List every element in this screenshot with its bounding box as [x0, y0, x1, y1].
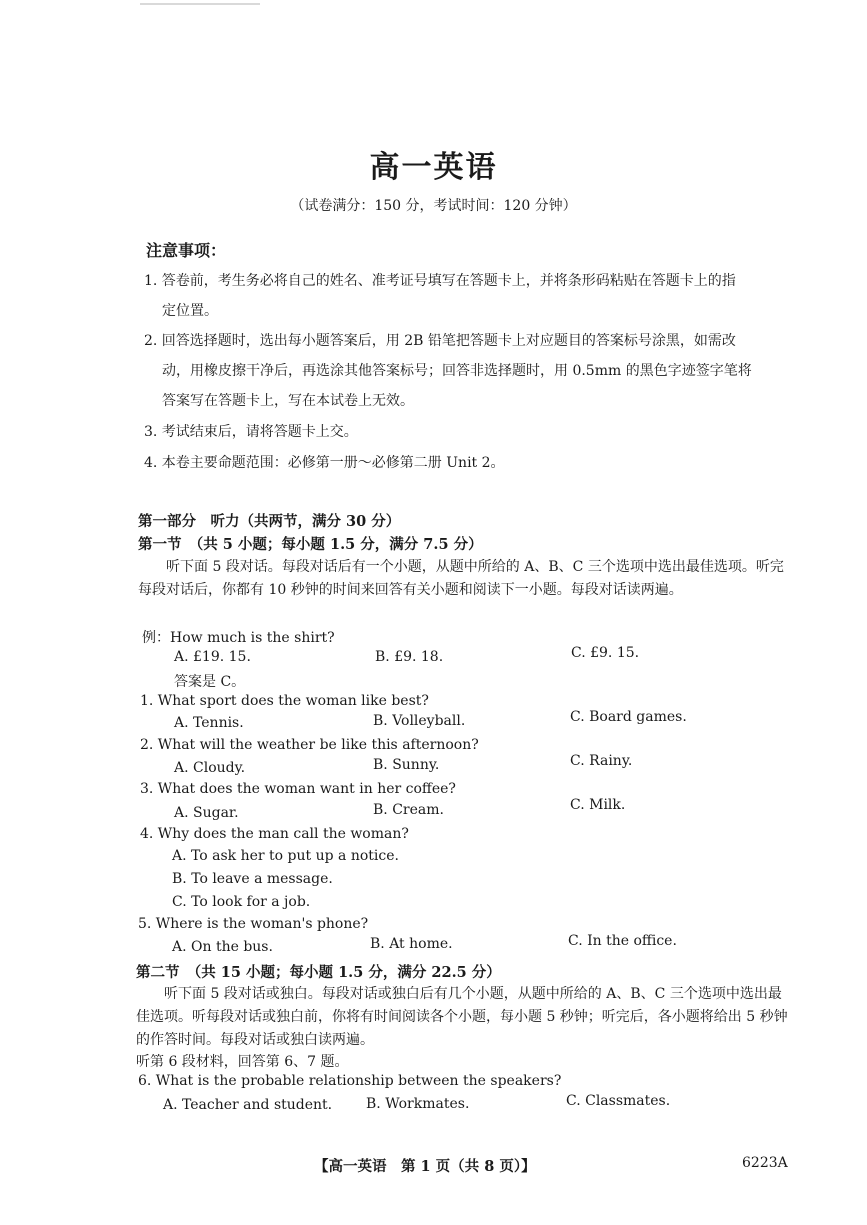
question-3-option-b: B. Cream.: [373, 802, 444, 818]
question-1-option-a: A. Tennis.: [174, 715, 244, 731]
question-1-option-c: C. Board games.: [570, 709, 687, 725]
question-6: 6. What is the probable relationship between the speakers?: [138, 1073, 562, 1089]
question-1-option-b: B. Volleyball.: [373, 713, 466, 729]
question-6-option-c: C. Classmates.: [566, 1093, 671, 1109]
question-2-option-c: C. Rainy.: [570, 753, 633, 769]
question-2: 2. What will the weather be like this afternoon?: [140, 737, 479, 753]
page-title: 高一英语: [369, 150, 498, 185]
notice-item-2-line3: 答案写在答题卡上，写在本试卷上无效。: [162, 393, 414, 409]
section1-instructions: 听下面 5 段对话。每段对话后有一个小题，从题中所给的 A、B、C 三个选项中选出最佳选项。听完每段对话后，你都有 10 秒钟的时间来回答有关小题和阅读下一小题。每段对话读两遍。: [138, 559, 784, 598]
question-3-option-c: C. Milk.: [570, 797, 626, 813]
question-3-option-a: A. Sugar.: [174, 805, 239, 821]
section1-heading: 第一节 （共 5 小题；每小题 1.5 分，满分 7.5 分）: [138, 536, 483, 553]
scan-edge-mark: [140, 3, 260, 5]
question-2-option-b: B. Sunny.: [373, 757, 440, 773]
question-5-option-b: B. At home.: [370, 936, 453, 952]
question-4-option-a: A. To ask her to put up a notice.: [172, 848, 399, 864]
question-4-option-c: C. To look for a job.: [172, 894, 311, 910]
example-answer: 答案是 C。: [174, 674, 246, 690]
question-4: 4. Why does the man call the woman?: [140, 826, 409, 842]
paper-code: 6223A: [742, 1155, 788, 1171]
example-option-a: A. £19. 15.: [174, 649, 251, 665]
exam-subtitle: （试卷满分：150 分，考试时间：120 分钟）: [290, 198, 577, 214]
question-5-option-a: A. On the bus.: [172, 939, 273, 955]
section2-heading: 第二节 （共 15 小题；每小题 1.5 分，满分 22.5 分）: [136, 964, 501, 981]
page-footer: 【高一英语 第 1 页（共 8 页）】: [314, 1158, 536, 1175]
notice-item-2-line1: 2. 回答选择题时，选出每小题答案后，用 2B 铅笔把答题卡上对应题目的答案标号涂黑，如需改: [144, 333, 736, 349]
example-question: 例：How much is the shirt?: [142, 630, 335, 646]
notice-item-3: 3. 考试结束后，请将答题卡上交。: [144, 424, 358, 440]
part1-heading: 第一部分 听力（共两节，满分 30 分）: [138, 513, 401, 530]
notice-item-4: 4. 本卷主要命题范围：必修第一册～必修第二册 Unit 2。: [144, 455, 505, 471]
notice-item-2: [144, 326, 804, 416]
example-option-b: B. £9. 18.: [375, 649, 444, 665]
material-6-note: 听第 6 段材料，回答第 6、7 题。: [136, 1054, 349, 1070]
question-6-option-a: A. Teacher and student.: [163, 1097, 333, 1113]
notice-item-2-line2: 动，用橡皮擦干净后，再选涂其他答案标号；回答非选择题时，用 0.5mm 的黑色字迹签字笔将: [162, 363, 752, 379]
question-6-option-b: B. Workmates.: [366, 1096, 470, 1112]
question-2-option-a: A. Cloudy.: [174, 760, 246, 776]
notice-item-1-line1: 1. 答卷前，考生务必将自己的姓名、准考证号填写在答题卡上，并将条形码粘贴在答题卡上的指: [144, 273, 736, 289]
section2-instructions: 听下面 5 段对话或独白。每段对话或独白后有几个小题，从题中所给的 A、B、C 三个选项中选出最佳选项。听每段对话或独白前，你将有时间阅读各个小题，每小题 5 秒钟；听完后，各小题将给出 5 秒钟的作答时间。每段对话或独白读两遍。: [136, 986, 788, 1048]
question-5-option-c: C. In the office.: [568, 933, 677, 949]
example-option-c: C. £9. 15.: [571, 645, 640, 661]
question-1: 1. What sport does the woman like best?: [140, 693, 429, 709]
question-5: 5. Where is the woman's phone?: [138, 916, 369, 932]
question-3: 3. What does the woman want in her coffee?: [140, 781, 456, 797]
notice-heading: 注意事项：: [146, 241, 227, 260]
notice-item-1: [144, 266, 804, 326]
notice-item-1-line2: 定位置。: [162, 303, 218, 319]
question-4-option-b: B. To leave a message.: [172, 871, 333, 887]
